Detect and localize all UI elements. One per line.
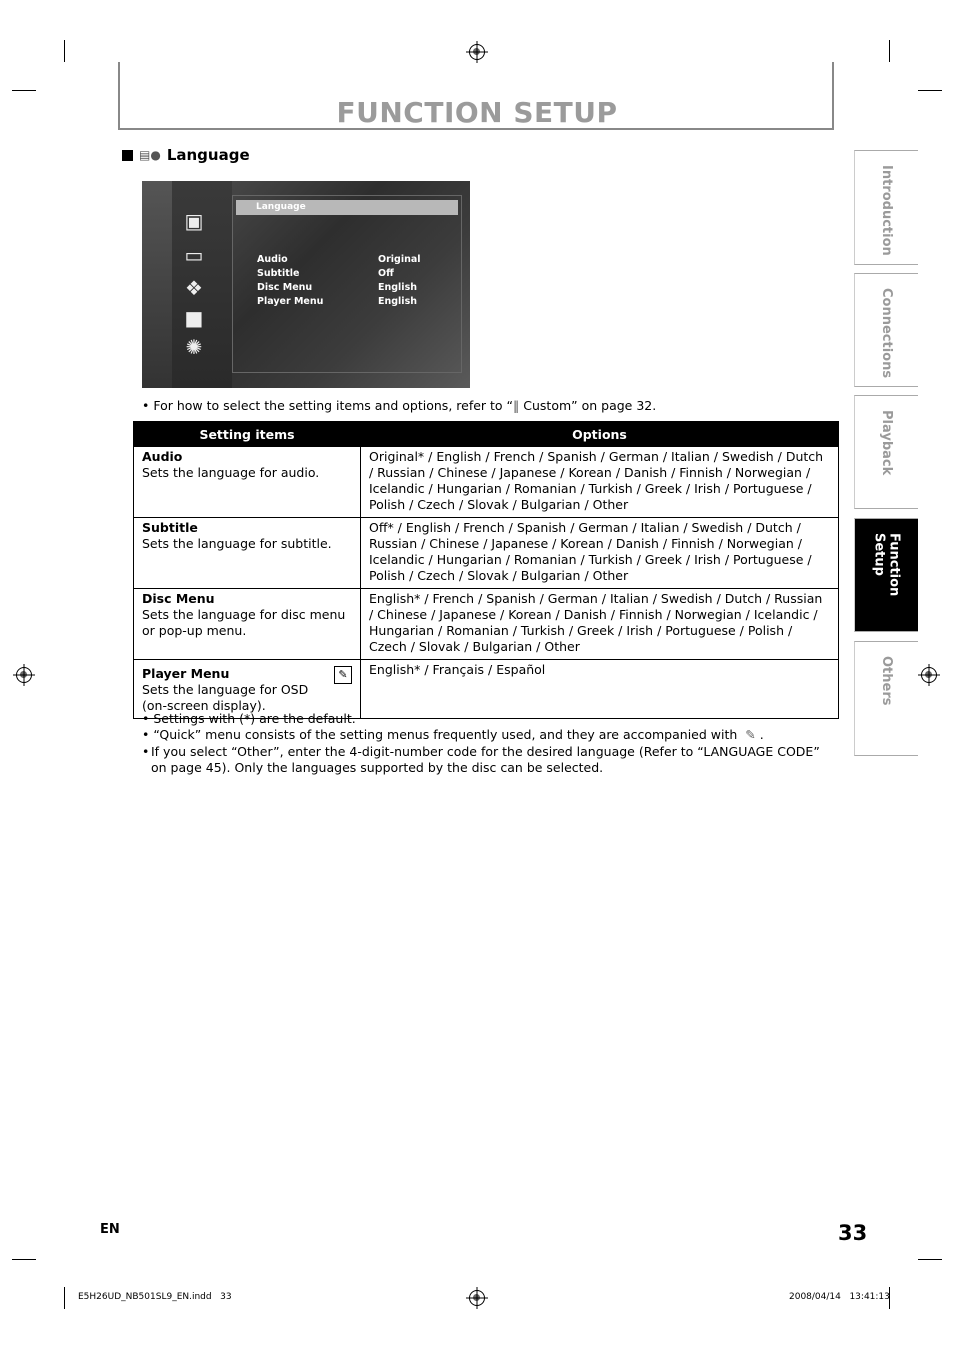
column-header: Options [361,422,839,447]
setting-desc: Sets the language for subtitle. [142,536,332,551]
note-text: Custom” on page 32. [519,398,657,413]
options-cell: English* / Français / Español [361,660,839,719]
setting-desc: Sets the language for disc menu or pop-up menu. [142,607,346,638]
crop-mark [889,40,890,62]
table-row [134,589,839,660]
tab-playback[interactable] [854,395,918,509]
tab-label: Connections [879,288,894,379]
setting-cell [134,660,361,719]
footer-timestamp: 2008/04/14 13:41:13 [789,1292,890,1302]
screen-row-label: Audio [257,254,288,265]
options-cell: Original* / English / French / Spanish / German / Italian / Swedish / Dutch / Russian / Chinese / Japanese / Korean / Danish / Finnish / Norwegian / Icelandic / Hungarian / Romanian / Turkish / Greek / Irish / Portuguese / Polish / Czech / Slovak / Bulgarian / Other [361,447,839,518]
tab-introduction[interactable] [854,150,918,265]
note-reference: • For how to select the setting items and options, refer to “‖ Custom” on page 32. [142,398,657,413]
crop-mark [918,1259,942,1260]
setting-cell [134,518,361,589]
setting-name: Audio [142,449,183,464]
screen-menu-bar: Language [236,200,458,215]
setting-name: Subtitle [142,520,198,535]
screen-row-value: Original [378,254,421,265]
setting-cell [134,589,361,660]
screen-row-value: English [378,282,417,293]
crop-mark [12,90,36,91]
audio-icon: ❖ [185,276,203,300]
custom-icon: ‖ [513,398,520,413]
display-icon: ▭ [184,243,204,267]
screen-row-label: Subtitle [257,268,300,279]
table-row [134,447,839,518]
lock-icon: ■ [184,306,204,330]
screen-row-value: Off [378,268,394,279]
osd-screen-mockup [142,181,470,388]
note-quick: • “Quick” menu consists of the setting menus frequently used, and they are accompanied with ✎ . [142,727,764,742]
section-heading [122,146,250,164]
table-row [134,660,839,719]
note-text: For how to select the setting items and options, refer to “ [153,398,514,413]
crop-mark [64,1287,65,1309]
note-default: • Settings with (*) are the default. [142,711,356,726]
note-text: . [759,727,764,742]
setting-desc: Sets the language for audio. [142,465,320,480]
gear-icon: ✺ [185,335,203,359]
options-cell: English* / French / Spanish / German / Italian / Swedish / Dutch / Russian / Chinese / Japanese / Korean / Danish / Finnish / Norwegian / Icelandic / Hungarian / Romanian / Turkish / Greek / Irish / Portuguese / Polish / Czech / Slovak / Bulgarian / Other [361,589,839,660]
tab-label: Function Setup [871,533,902,597]
setting-name: Disc Menu [142,591,215,606]
tab-label: Introduction [879,165,894,256]
screen-row-value: English [378,296,417,307]
language-icon: ▤● [139,148,161,162]
crop-mark [64,40,65,62]
wrench-icon: ✎ [745,727,756,742]
registration-mark-icon [921,667,937,683]
screen-row-label: Player Menu [257,296,324,307]
settings-table [133,421,839,719]
language-code: EN [100,1222,120,1237]
table-row [134,518,839,589]
note-text: “Quick” menu consists of the setting menus frequently used, and they are accompanied with [153,727,738,742]
page-number: 33 [838,1221,868,1245]
tab-function-setup[interactable] [854,518,918,632]
square-bullet-icon [122,150,133,161]
screen-left-edge [142,181,173,388]
section-title: Language [166,146,250,164]
language-icon: ▣ [184,209,204,233]
table-header-row [134,422,839,447]
tab-connections[interactable] [854,273,918,387]
registration-mark-icon [469,1290,485,1306]
column-header: Setting items [134,422,361,447]
page-title: FUNCTION SETUP [336,96,618,129]
setting-desc: Sets the language for OSD (on-screen display). [142,682,309,713]
setting-name: Player Menu [142,666,230,681]
note-text: Settings with (*) are the default. [153,711,356,726]
setting-cell [134,447,361,518]
note-other: • If you select “Other”, enter the 4-digit-number code for the desired language (Refer to “LANGUAGE CODE” on page 45). Only the languages supported by the disc can be selected. [142,744,832,776]
registration-mark-icon [469,44,485,60]
options-cell: Off* / English / French / Spanish / German / Italian / Swedish / Dutch / Russian / Chinese / Japanese / Korean / Danish / Finnish / Norwegian / Icelandic / Hungarian / Romanian / Turkish / Greek / Irish / Portuguese / Polish / Czech / Slovak / Bulgarian / Other [361,518,839,589]
registration-mark-icon [16,667,32,683]
note-text: If you select “Other”, enter the 4-digit-number code for the desired language (Refer to “LANGUAGE CODE” on page 45). Only the languages supported by the disc can be selected. [151,744,820,775]
tab-label: Playback [879,410,894,476]
tab-label: Others [879,656,894,706]
quick-wrench-icon: ✎ [334,666,352,684]
screen-row-label: Disc Menu [257,282,313,293]
crop-mark [918,90,942,91]
crop-mark [12,1259,36,1260]
tab-others[interactable] [854,641,918,756]
footer-filename: E5H26UD_NB501SL9_EN.indd 33 [78,1292,232,1302]
